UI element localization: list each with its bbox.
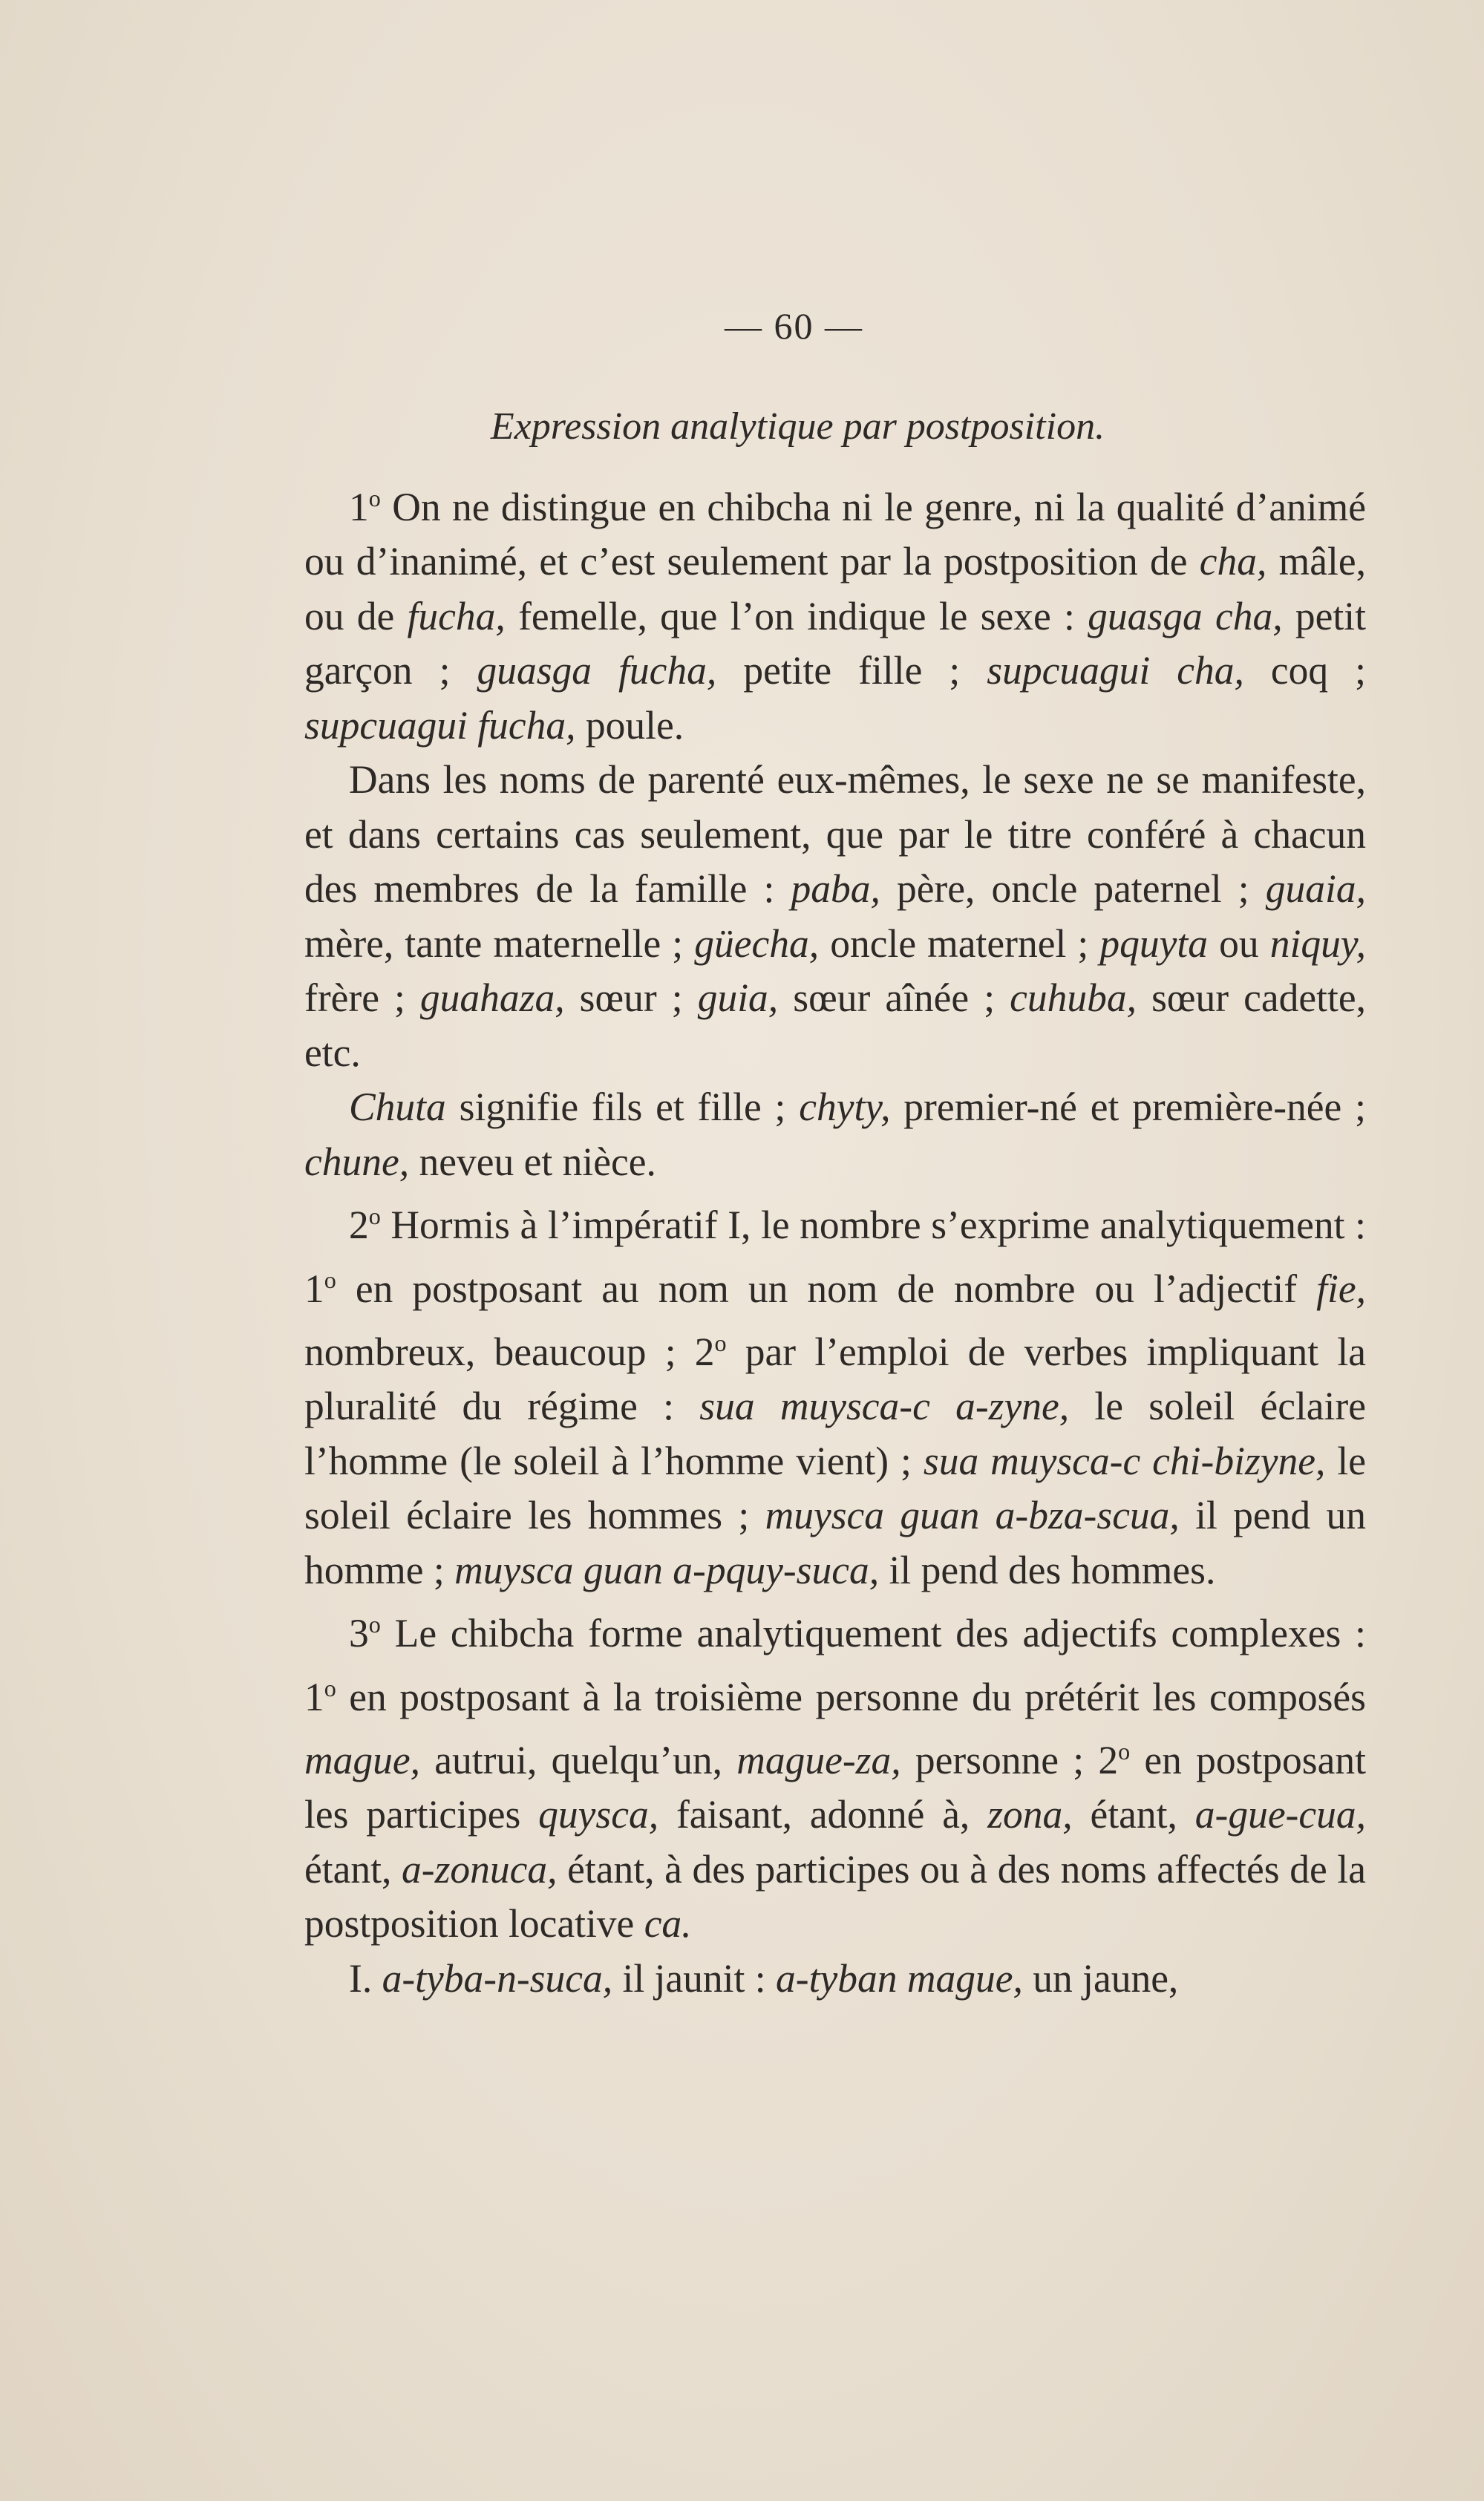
paragraph: 1$^o$ On ne distingue en chibcha ni le genre, ni la qualité d’animé ou d’inanimé, et c’est seulement par la postposition de cha, mâle, ou de fucha, femelle, que l’on indique le sexe : guasga cha, petit garçon ; guasga fucha, petite fille ; supcuagui cha, coq ; supcuagui fucha, poule. bbox=[304, 484, 1366, 748]
body-text bbox=[304, 471, 1366, 2006]
paragraph: 3$^o$ Le chibcha forme analytiquement des adjectifs complexes : 1$^o$ en postposant à la troisième personne du prétérit les composés mague, autrui, quelqu’un, mague-za, personne ; 2$^o$ en postposant les participes quysca, faisant, adonné à, zona, étant, a-gue-cua, étant, a-zonuca, étant, à des participes ou à des noms affectés de la postposition locative ca. bbox=[304, 1611, 1366, 1946]
page-number: — 60 — bbox=[725, 305, 863, 347]
paragraph: 2$^o$ Hormis à l’impératif I, le nombre s’exprime analytiquement : 1$^o$ en postposant au nom un nom de nombre ou l’adjectif fie, nombreux, beaucoup ; 2$^o$ par l’emploi de verbes impliquant la pluralité du régime : sua muysca-c a-zyne, le soleil éclaire l’homme (le soleil à l’homme vient) ; sua muysca-c chi-bizyne, le soleil éclaire les hommes ; muysca guan a-bza-scua, il pend un homme ; muysca guan a-pquy-suca, il pend des hommes. bbox=[304, 1203, 1366, 1592]
paragraph: Chuta signifie fils et fille ; chyty, premier-né et première-née ; chune, neveu et nièce. bbox=[304, 1085, 1366, 1184]
section-heading: Expression analytique par postposition. bbox=[490, 405, 1105, 448]
paragraph: Dans les noms de parenté eux-mêmes, le sexe ne se manifeste, et dans certains cas seulement, que par le titre conféré à chacun des membres de la famille : paba, père, oncle paternel ; guaia, mère, tante maternelle ; güecha, oncle maternel ; pquyta ou niquy, frère ; guahaza, sœur ; guia, sœur aînée ; cuhuba, sœur cadette, etc. bbox=[304, 757, 1367, 1075]
paragraph: I. a-tyba-n-suca, il jaunit : a-tyban mague, un jaune, bbox=[349, 1955, 1179, 2001]
